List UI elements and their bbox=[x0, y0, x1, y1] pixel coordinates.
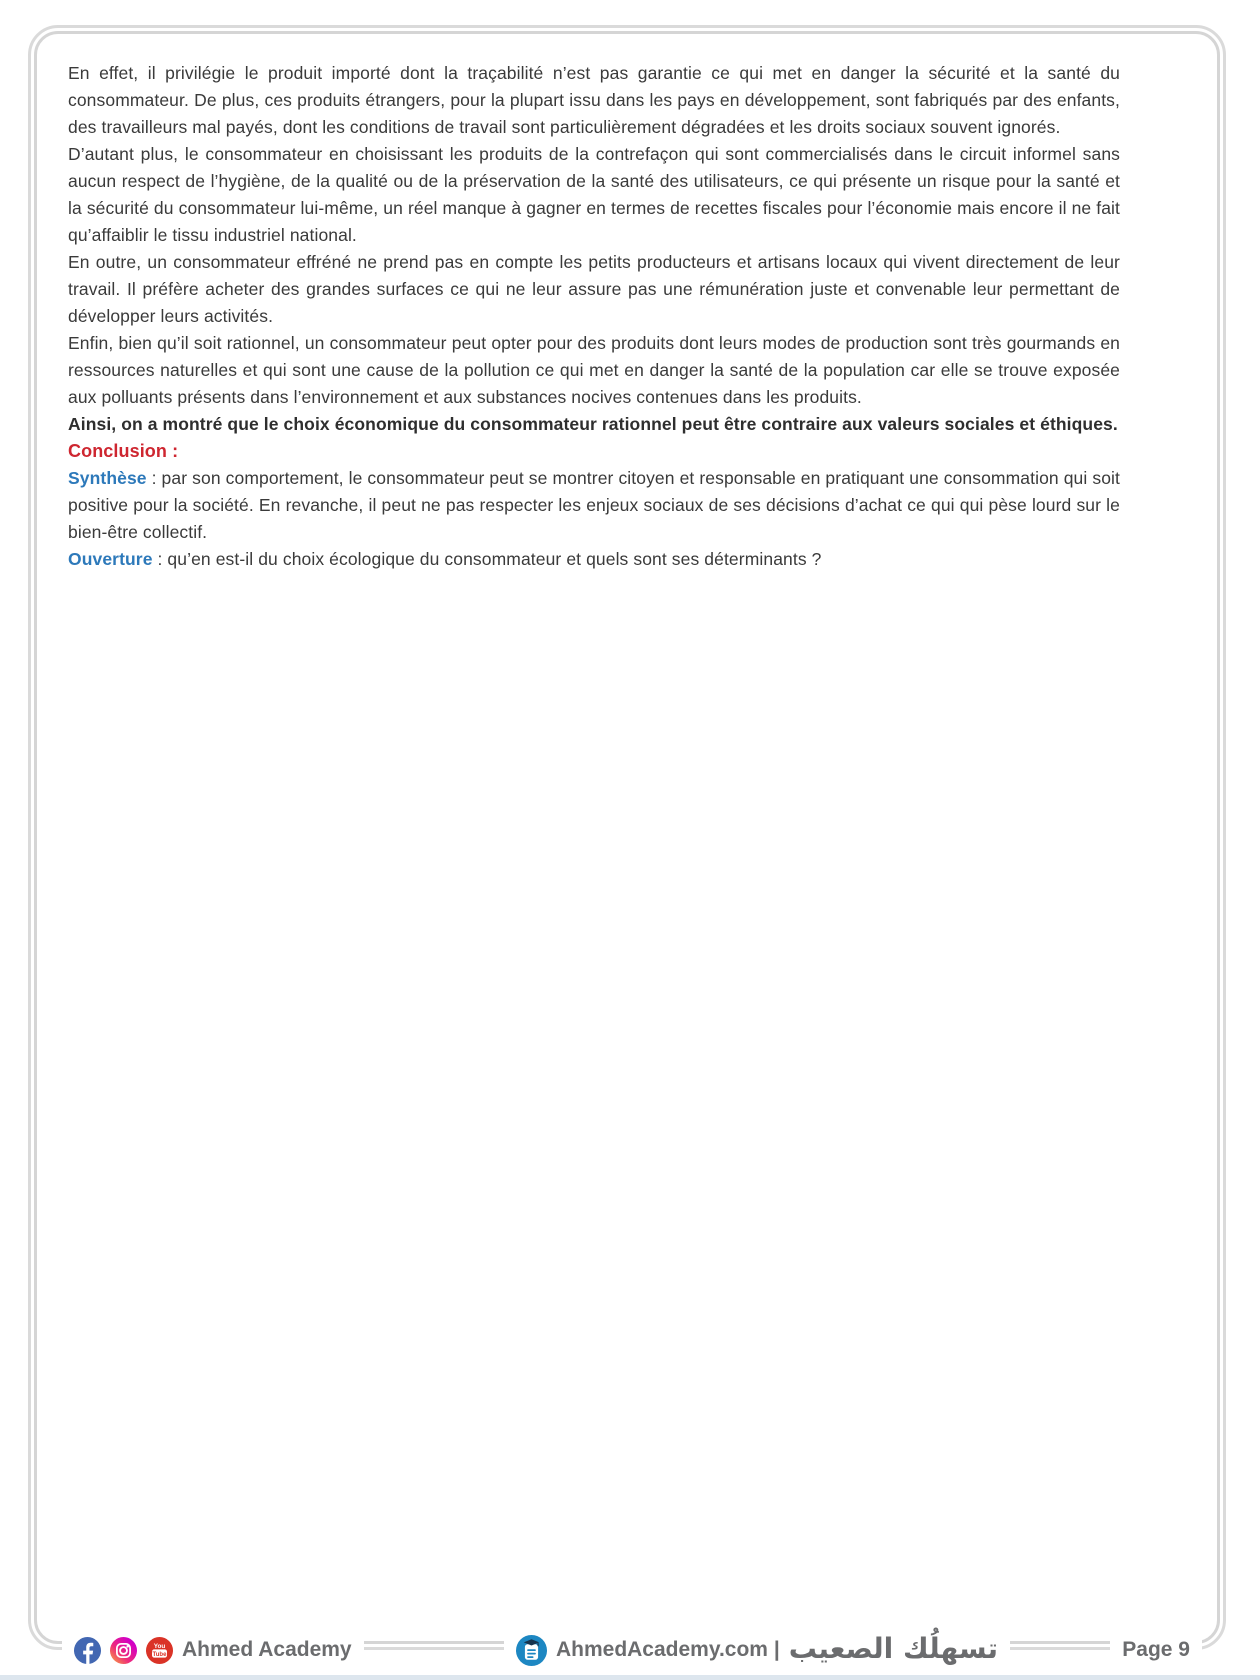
instagram-icon[interactable] bbox=[110, 1637, 137, 1664]
page-number: Page 9 bbox=[1122, 1638, 1190, 1661]
ouverture-text: : qu’en est-il du choix écologique du consommateur et quels sont ses déterminants ? bbox=[152, 549, 822, 569]
synthese-text: : par son comportement, le consommateur peut se montrer citoyen et responsable en pratiquant une consommation qui soit positive pour la société. En revanche, il peut ne pas respecter les enjeux sociaux de ses décisions d’achat ce qui qui pèse lourd sur le bien-être collectif. bbox=[68, 468, 1120, 542]
footer-page-group bbox=[1110, 1638, 1202, 1662]
paragraph-en-effet: En effet, il privilégie le produit importé dont la traçabilité n’est pas garantie ce qui met en danger la sécurité et la santé du consommateur. De plus, ces produits étrangers, pour la plupart issu dans les pays en développement, sont fabriqués par des enfants, des travailleurs mal payés, dont les conditions de travail sont particulièrement dégradées et les droits sociaux souvent ignorés. bbox=[68, 63, 1120, 137]
svg-text:Tube: Tube bbox=[152, 1651, 167, 1658]
ouverture-label: Ouverture bbox=[68, 549, 153, 569]
synthese-label: Synthèse bbox=[68, 468, 147, 488]
svg-text:You: You bbox=[153, 1642, 166, 1650]
paragraph-enfin: Enfin, bien qu’il soit rationnel, un consommateur peut opter pour des produits dont leurs modes de production sont très gourmands en ressources naturelles et qui sont une cause de la pollution ce qui met en danger la santé de la population car elle se trouve exposée aux polluants présents dans l’environnement et aux substances nocives contenues dans les produits. bbox=[68, 333, 1120, 407]
synthese-paragraph bbox=[68, 465, 1120, 546]
page-bottom-edge bbox=[0, 1675, 1260, 1680]
document-body bbox=[68, 60, 1120, 573]
website-link[interactable]: AhmedAcademy.com | bbox=[555, 1638, 780, 1661]
footer-social-group bbox=[62, 1637, 364, 1664]
facebook-icon[interactable] bbox=[74, 1637, 101, 1664]
paragraph-dautant-plus: D’autant plus, le consommateur en choisissant les produits de la contrefaçon qui sont commercialisés dans le circuit informel sans aucun respect de l’hygiène, de la qualité ou de la préservation de la santé des utilisateurs, ce qui présente un risque pour la santé et la sécurité du consommateur lui-même, un réel manque à gagner en termes de recettes fiscales pour l’économie mais encore il ne fait qu’affaiblir le tissu industriel national. bbox=[68, 144, 1120, 245]
thesis-statement: Ainsi, on a montré que le choix économique du consommateur rationnel peut être contraire aux valeurs sociales et éthiques. bbox=[68, 414, 1118, 434]
arabic-slogan: تسهلُك الصعيب bbox=[788, 1631, 999, 1665]
paragraph-en-outre: En outre, un consommateur effréné ne prend pas en compte les petits producteurs et artisans locaux qui vivent directement de leur travail. Il préfère acheter des grandes surfaces ce qui ne leur assure pas une rémunération juste et convenable leur permettant de développer leurs activités. bbox=[68, 252, 1120, 326]
academy-logo-icon bbox=[516, 1635, 547, 1666]
brand-name: Ahmed Academy bbox=[182, 1638, 352, 1661]
youtube-icon[interactable] bbox=[146, 1637, 173, 1664]
conclusion-heading: Conclusion : bbox=[68, 441, 179, 461]
ouverture-paragraph bbox=[68, 546, 1120, 573]
page-footer bbox=[62, 1628, 1202, 1672]
footer-website-group bbox=[504, 1631, 1010, 1667]
